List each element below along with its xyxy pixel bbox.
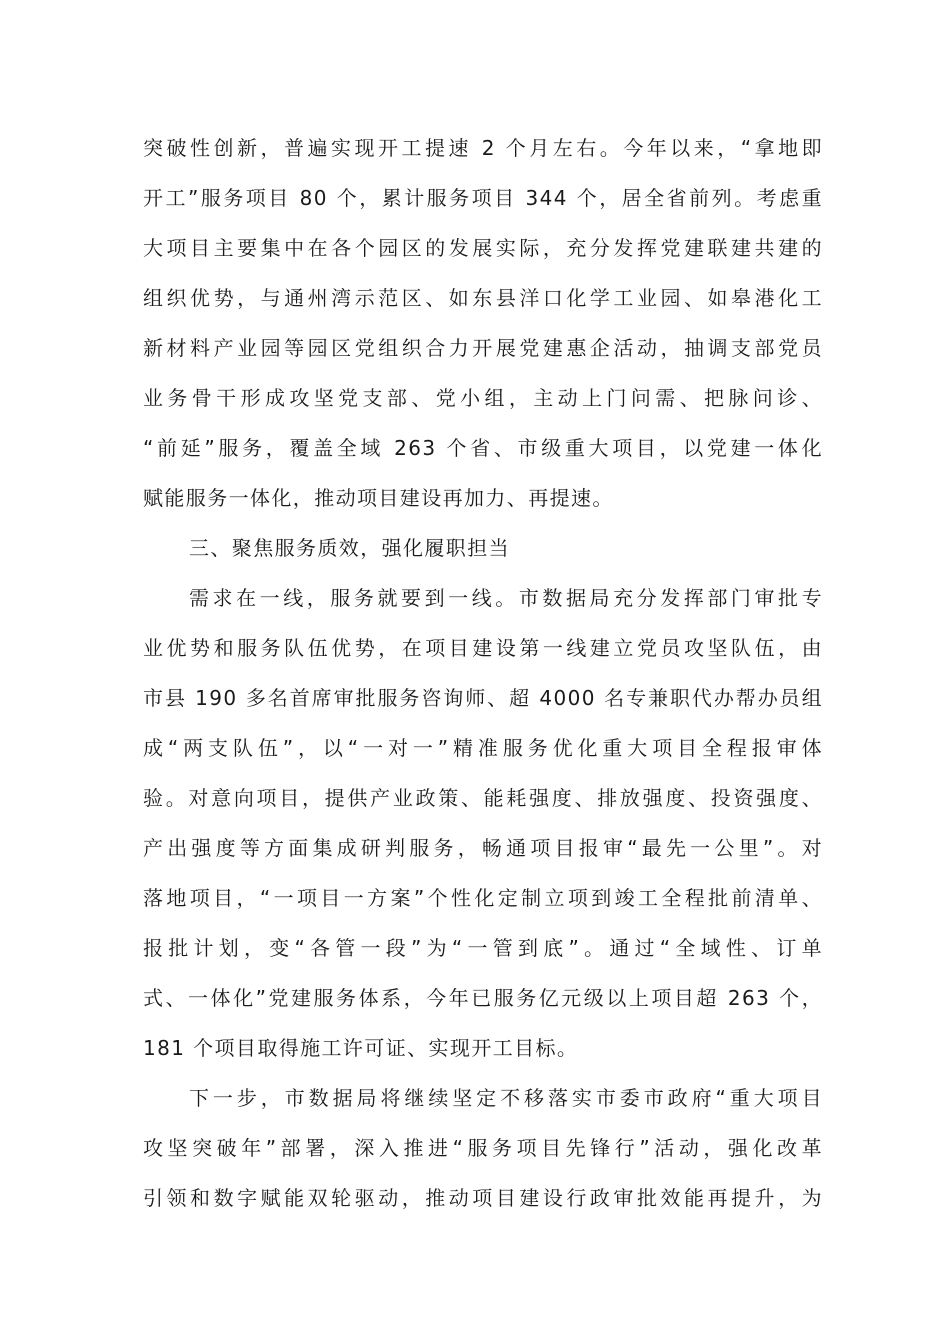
paragraph-1-line-3: 大项目主要集中在各个园区的发展实际，充分发挥党建联建共建的 [143, 236, 823, 260]
paragraph-1-line-6: 业务骨干形成攻坚党支部、党小组，主动上门问需、把脉问诊、 [143, 386, 823, 410]
paragraph-1-line-5: 新材料产业园等园区党组织合力开展党建惠企活动，抽调支部党员 [143, 336, 823, 360]
paragraph-2-line-8: 报批计划，变“各管一段”为“一管到底”。通过“全域性、订单 [143, 936, 823, 960]
paragraph-2-line-7: 落地项目，“一项目一方案”个性化定制立项到竣工全程批前清单、 [143, 886, 823, 910]
paragraph-3-line-1: 下一步，市数据局将继续坚定不移落实市委市政府“重大项目 [189, 1086, 823, 1110]
paragraph-1-line-1: 突破性创新，普遍实现开工提速 2 个月左右。今年以来，“拿地即 [143, 136, 823, 160]
paragraph-2-line-1: 需求在一线，服务就要到一线。市数据局充分发挥部门审批专 [189, 586, 823, 610]
paragraph-1-line-8: 赋能服务一体化，推动项目建设再加力、再提速。 [143, 486, 614, 510]
paragraph-3-line-2: 攻坚突破年”部署，深入推进“服务项目先锋行”活动，强化改革 [143, 1136, 823, 1160]
paragraph-2-line-6: 产出强度等方面集成研判服务，畅通项目报审“最先一公里”。对 [143, 836, 823, 860]
paragraph-2-line-2: 业优势和服务队伍优势，在项目建设第一线建立党员攻坚队伍，由 [143, 636, 823, 660]
paragraph-1-line-7: “前延”服务，覆盖全域 263 个省、市级重大项目，以党建一体化 [143, 436, 823, 460]
paragraph-1-line-4: 组织优势，与通州湾示范区、如东县洋口化学工业园、如皋港化工 [143, 286, 823, 310]
paragraph-2-line-9: 式、一体化”党建服务体系，今年已服务亿元级以上项目超 263 个， [143, 986, 823, 1010]
paragraph-2-line-4: 成“两支队伍”，以“一对一”精准服务优化重大项目全程报审体 [143, 736, 823, 760]
paragraph-2-line-3: 市县 190 多名首席审批服务咨询师、超 4000 名专兼职代办帮办员组 [143, 686, 823, 710]
paragraph-3-line-3: 引领和数字赋能双轮驱动，推动项目建设行政审批效能再提升，为 [143, 1186, 823, 1210]
paragraph-1-line-2: 开工”服务项目 80 个，累计服务项目 344 个，居全省前列。考虑重 [143, 186, 823, 210]
paragraph-2-line-10: 181 个项目取得施工许可证、实现开工目标。 [143, 1036, 579, 1060]
paragraph-2-line-5: 验。对意向项目，提供产业政策、能耗强度、排放强度、投资强度、 [143, 786, 823, 810]
section-heading-3: 三、聚焦服务质效，强化履职担当 [189, 536, 510, 560]
